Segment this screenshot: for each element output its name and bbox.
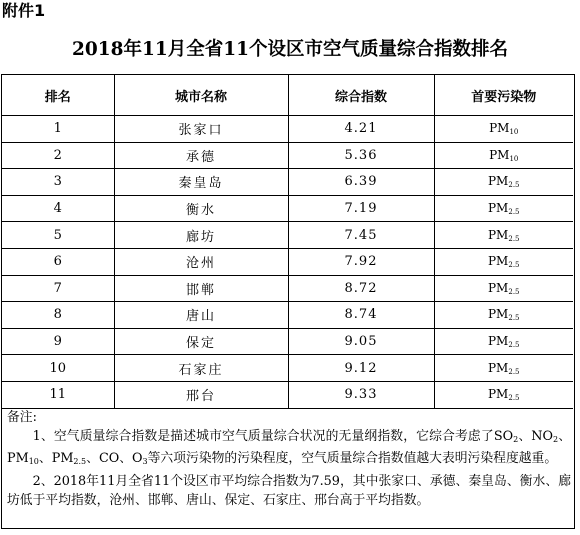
pollutant-name: $PM_{2.5}$ — [487, 334, 520, 350]
pollutant-name: $PM_{10}$ — [489, 147, 519, 163]
index-cell: 8.72 — [288, 275, 434, 302]
index-cell: 7.92 — [288, 248, 434, 275]
pollutant-subscript: 10 — [509, 128, 519, 137]
pollutant-name: $PM_{2.5}$ — [487, 254, 520, 270]
pollutant-name: $PM_{2.5}$ — [487, 201, 520, 217]
index-cell: 9.05 — [288, 328, 434, 355]
pollutant-cell — [434, 222, 573, 249]
so2-subscript: 2 — [513, 435, 519, 445]
rank-cell: 1 — [2, 116, 114, 143]
note-1-text-c: 、PM — [7, 429, 571, 467]
rank-cell: 5 — [2, 222, 114, 249]
note-1-text-b: 、NO — [518, 429, 553, 445]
table-body — [2, 116, 573, 409]
ranking-frame — [1, 74, 575, 529]
index-cell: 5.36 — [288, 142, 434, 169]
table-row — [2, 142, 573, 169]
table-row — [2, 222, 573, 249]
index-cell: 9.12 — [288, 355, 434, 382]
city-cell: 承德 — [114, 142, 288, 169]
ranking-table — [2, 75, 573, 409]
rank-cell: 11 — [2, 381, 114, 408]
table-row — [2, 381, 573, 408]
index-cell: 6.39 — [288, 169, 434, 196]
pollutant-subscript: 2.5 — [508, 394, 520, 403]
rank-cell: 3 — [2, 169, 114, 196]
city-cell: 沧州 — [114, 248, 288, 275]
o3-subscript: 3 — [142, 457, 148, 467]
index-cell: 8.74 — [288, 302, 434, 329]
pollutant-subscript: 2.5 — [508, 181, 520, 190]
notes-heading: 备注: — [7, 410, 37, 425]
notes-section — [7, 408, 571, 510]
city-cell: 秦皇岛 — [114, 169, 288, 196]
table-row — [2, 169, 573, 196]
attachment-label: 附件1 — [2, 1, 46, 20]
pollutant-cell — [434, 381, 573, 408]
header-city: 城市名称 — [114, 75, 288, 116]
pollutant-subscript: 2.5 — [508, 367, 520, 376]
pollutant-cell — [434, 169, 573, 196]
pollutant-subscript: 2.5 — [508, 208, 520, 217]
city-cell: 廊坊 — [114, 222, 288, 249]
rank-cell: 9 — [2, 328, 114, 355]
header-rank: 排名 — [2, 75, 114, 116]
city-cell: 邯郸 — [114, 275, 288, 302]
pollutant-cell — [434, 328, 573, 355]
pollutant-subscript: 2.5 — [508, 341, 520, 350]
pollutant-cell — [434, 302, 573, 329]
rank-cell: 8 — [2, 302, 114, 329]
city-cell: 唐山 — [114, 302, 288, 329]
city-cell: 邢台 — [114, 381, 288, 408]
rank-cell: 6 — [2, 248, 114, 275]
no2-subscript: 2 — [552, 435, 559, 445]
header-index: 综合指数 — [288, 75, 434, 116]
pollutant-cell — [434, 275, 573, 302]
note-1-text-f: 等六项污染物的污染程度，空气质量综合指数值越大表明污染程度越重。 — [147, 451, 558, 467]
pollutant-cell — [434, 195, 573, 222]
table-row — [2, 355, 573, 382]
header-pollutant: 首要污染物 — [434, 75, 573, 116]
pollutant-cell — [434, 248, 573, 275]
index-cell: 7.45 — [288, 222, 434, 249]
pollutant-subscript: 2.5 — [508, 261, 520, 270]
pollutant-cell — [434, 142, 573, 169]
pollutant-subscript: 2.5 — [508, 234, 520, 243]
pm10-subscript: 10 — [28, 457, 39, 467]
city-cell: 衡水 — [114, 195, 288, 222]
pollutant-name: $PM_{2.5}$ — [487, 227, 520, 243]
city-cell: 保定 — [114, 328, 288, 355]
rank-cell: 4 — [2, 195, 114, 222]
pollutant-subscript: 2.5 — [508, 314, 520, 323]
pollutant-name: $PM_{2.5}$ — [487, 307, 520, 323]
pollutant-cell — [434, 355, 573, 382]
pollutant-subscript: 10 — [509, 154, 519, 163]
table-row — [2, 275, 573, 302]
city-cell: 石家庄 — [114, 355, 288, 382]
note-2: 2、2018年11月全省11个设区市平均综合指数为7.59，其中张家口、承德、秦皇岛、衡水、廊坊低于平均指数，沧州、邯郸、唐山、保定、石家庄、邢台高于平均指数。 — [7, 473, 571, 508]
table-row — [2, 116, 573, 143]
note-1-text-e: 、CO、O — [86, 451, 143, 467]
index-cell: 4.21 — [288, 116, 434, 143]
table-row — [2, 195, 573, 222]
pm25-subscript: 2.5 — [73, 457, 87, 467]
table-row — [2, 328, 573, 355]
rank-cell: 10 — [2, 355, 114, 382]
document-title: 2018年11月全省11个设区市空气质量综合指数排名 — [72, 39, 508, 60]
rank-cell: 7 — [2, 275, 114, 302]
pollutant-name: $PM_{2.5}$ — [487, 174, 520, 190]
note-1 — [7, 427, 571, 471]
pollutant-subscript: 2.5 — [508, 287, 520, 296]
pollutant-name: $PM_{2.5}$ — [487, 360, 520, 376]
pollutant-name: $PM_{2.5}$ — [487, 387, 520, 403]
table-row — [2, 248, 573, 275]
table-row — [2, 302, 573, 329]
pollutant-name: $PM_{10}$ — [489, 121, 519, 137]
city-cell: 张家口 — [114, 116, 288, 143]
index-cell: 7.19 — [288, 195, 434, 222]
index-cell: 9.33 — [288, 381, 434, 408]
table-header-row — [2, 75, 573, 116]
pollutant-name: $PM_{2.5}$ — [487, 280, 520, 296]
note-1-text-d: 、PM — [38, 451, 74, 467]
rank-cell: 2 — [2, 142, 114, 169]
pollutant-cell — [434, 116, 573, 143]
note-1-text-a: 1、空气质量综合指数是描述城市空气质量综合状况的无量纲指数，它综合考虑了SO — [32, 429, 514, 445]
